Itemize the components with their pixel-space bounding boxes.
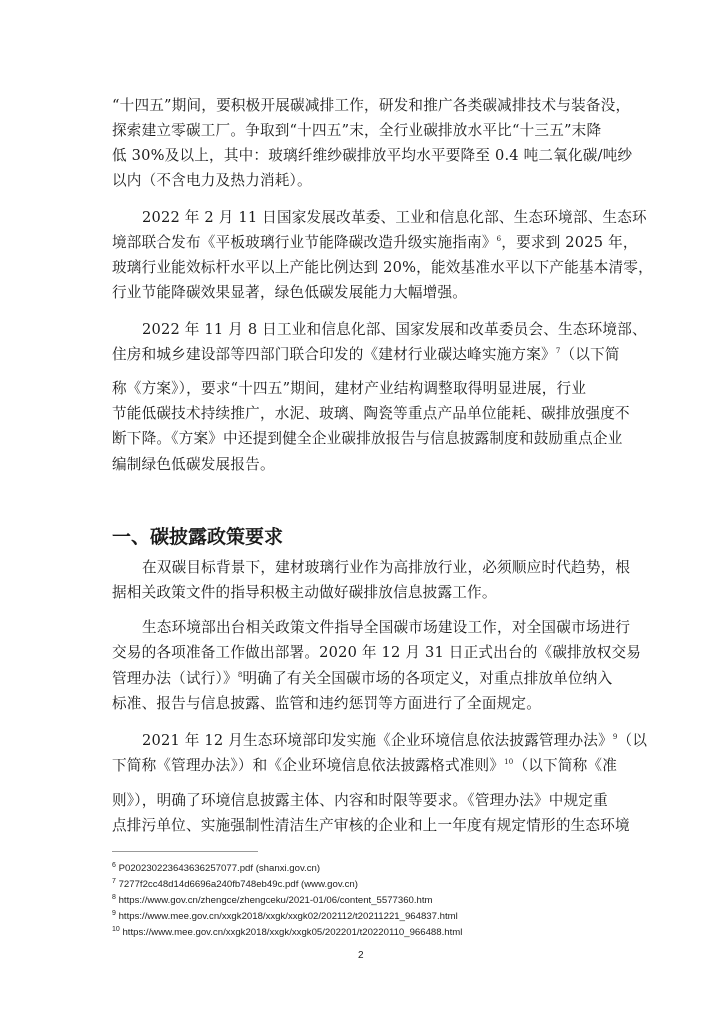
body-text: （以下简: [560, 346, 620, 363]
footnote: [112, 910, 458, 923]
body-line: 2022 年 11 月 8 日工业和信息化部、国家发展和改革委员会、生态环境部、: [142, 321, 647, 338]
body-text: （以下简称《准: [513, 757, 618, 774]
section-heading: 一、碳披露政策要求: [112, 526, 284, 548]
body-line: 称《方案》），要求“十四五”期间，建材产业结构调整取得明显进展，行业: [112, 380, 587, 397]
page-number: 2: [358, 950, 364, 961]
footnote-number: 9: [112, 909, 116, 917]
body-line: 2022 年 2 月 11 日国家发展改革委、工业和信息化部、生态环境部、生态环: [142, 209, 647, 226]
body-line: 断下降。《方案》中还提到健全企业碳排放报告与信息披露制度和鼓励重点企业: [112, 430, 623, 447]
body-line: [112, 345, 620, 365]
body-line: 据相关政策文件的指导积极主动做好碳排放信息披露工作。: [112, 584, 497, 601]
footnote-link[interactable]: https://www.gov.cn/zhengce/zhengceku/2021-01/06/content_5577360.htm: [118, 895, 433, 906]
body-text: 明确了有关全国碳市场的各项定义，对重点排放单位纳入: [242, 670, 613, 687]
body-text: 管理办法（试行）》: [112, 670, 238, 687]
body-text: 下简称《管理办法》）和《企业环境信息依法披露格式准则》: [112, 757, 505, 774]
footnote-ref: 7: [555, 347, 561, 356]
body-line: 行业节能降碳效果显著，绿色低碳发展能力大幅增强。: [112, 284, 468, 301]
body-line: 交易的各项准备工作做出部署。2020 年 12 月 31 日正式出台的《碳排放权交易: [112, 644, 642, 661]
footnote-number: 8: [112, 893, 116, 901]
body-line: 以内（不含电力及热力消耗）。: [112, 172, 312, 189]
footnote-link[interactable]: https://www.mee.gov.cn/xxgk2018/xxgk/xxgk02/202112/t20211221_964837.html: [118, 911, 458, 922]
footnote-ref: 8: [237, 671, 243, 680]
body-text: 2021 年 12 月生态环境部印发实施《企业环境信息依法披露管理办法》: [142, 732, 613, 749]
footnote-link[interactable]: P020230223643636257077.pdf (shanxi.gov.cn): [118, 863, 321, 874]
body-line: “十四五”期间，要积极开展碳减排工作，研发和推广各类碳减排技术与装备没，: [112, 97, 631, 114]
body-line: 编制绿色低碳发展报告。: [112, 456, 275, 473]
body-text: ，要求到 2025 年，: [501, 234, 638, 251]
footnote-ref: 9: [612, 733, 618, 742]
body-text: 境部联合发布《平板玻璃行业节能降碳改造升级实施指南》: [112, 234, 497, 251]
footnote: [112, 862, 320, 875]
body-line: [112, 233, 638, 253]
footnote-number: 10: [112, 925, 120, 933]
body-line: [112, 756, 617, 776]
footnote-link[interactable]: 7277f2cc48d14d6696a240fb748eb49c.pdf (www.gov.cn): [118, 879, 358, 890]
footnote-number: 6: [112, 861, 116, 869]
body-text: （以: [617, 732, 648, 749]
body-line: 低 30%及以上，其中：玻璃纤维纱碳排放平均水平要降至 0.4 吨二氧化碳/吨纱: [112, 147, 633, 164]
footnote: [112, 926, 462, 939]
footnote: [112, 894, 433, 907]
body-line: [142, 731, 647, 751]
body-text: 住房和城乡建设部等四部门联合印发的《建材行业碳达峰实施方案》: [112, 346, 556, 363]
footnote-ref: 10: [504, 758, 514, 767]
body-line: 则》），明确了环境信息披露主体、内容和时限等要求。《管理办法》中规定重: [112, 792, 608, 809]
footnote-link[interactable]: https://www.mee.gov.cn/xxgk2018/xxgk/xxgk05/202201/t20220110_966488.html: [122, 927, 463, 938]
body-line: 生态环境部出台相关政策文件指导全国碳市场建设工作，对全国碳市场进行: [142, 619, 631, 636]
body-line: [112, 669, 612, 689]
body-line: 节能低碳技术持续推广，水泥、玻璃、陶瓷等重点产品单位能耗、碳排放强度不: [112, 405, 630, 422]
body-line: 探索建立零碳工厂。争取到“十四五”末，全行业碳排放水平比“十三五”末降: [112, 122, 602, 139]
body-line: 点排污单位、实施强制性清洁生产审核的企业和上一年度有规定情形的生态环境: [112, 817, 630, 834]
body-line: 标准、报告与信息披露、监管和违约惩罚等方面进行了全面规定。: [112, 695, 542, 712]
body-line: 在双碳目标背景下，建材玻璃行业作为高排放行业，必须顺应时代趋势，根: [142, 559, 631, 576]
footnote: [112, 878, 358, 891]
footnote-number: 7: [112, 877, 116, 885]
footnote-separator: [112, 851, 258, 852]
footnote-ref: 6: [496, 235, 502, 244]
body-line: 玻璃行业能效标杆水平以上产能比例达到 20%，能效基准水平以下产能基本清零，: [112, 259, 653, 276]
